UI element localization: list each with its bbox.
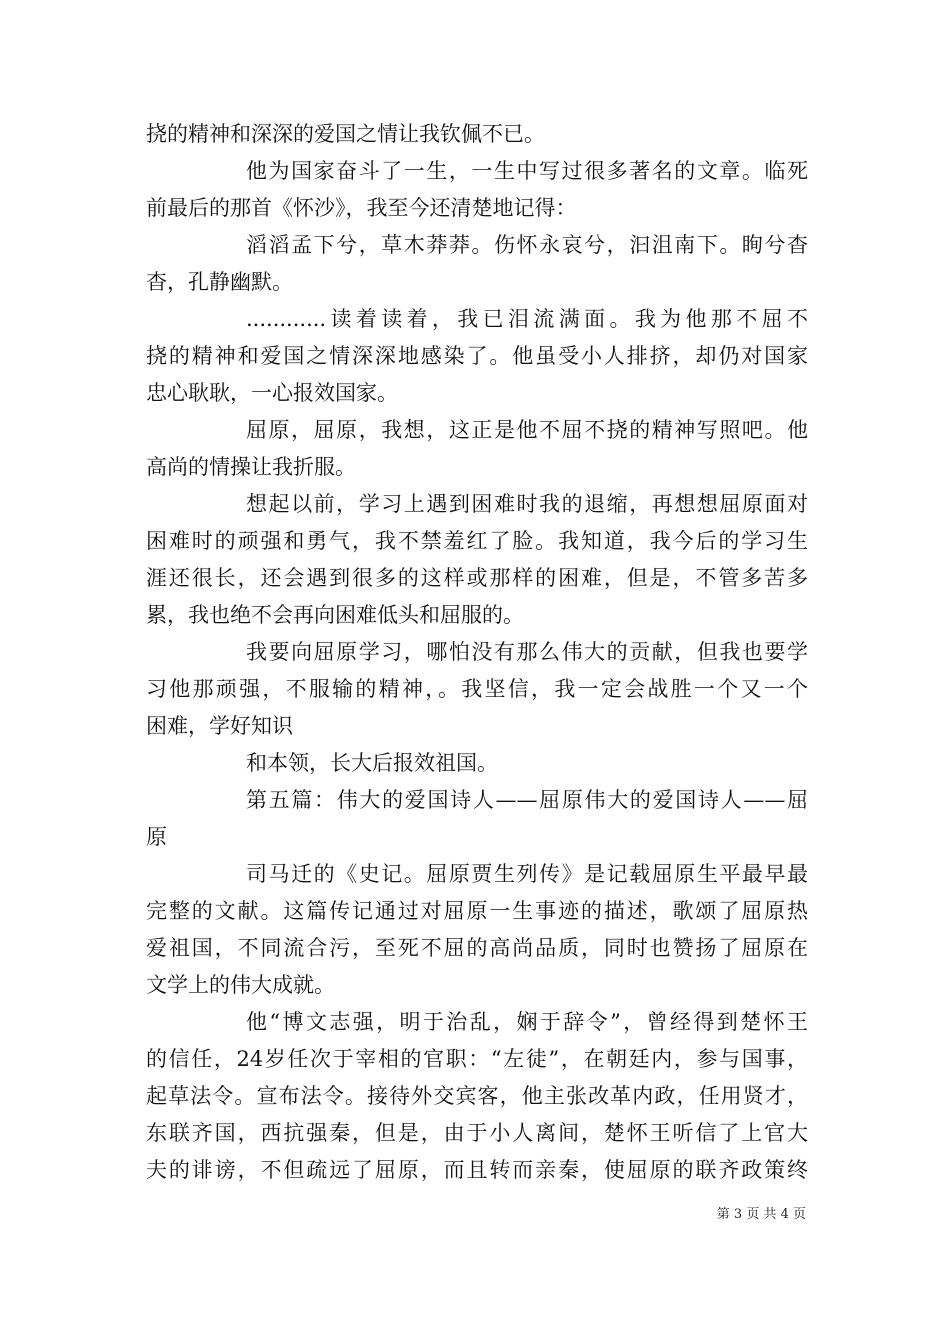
- text-line: 涯还很长，还会遇到很多的这样或那样的困难，但是，不管多苦多: [146, 566, 808, 590]
- section-heading: 原: [146, 825, 167, 849]
- text-line: 他为国家奋斗了一生，一生中写过很多著名的文章。临死: [246, 159, 808, 183]
- text-line: 杳，孔静幽默。: [146, 270, 293, 294]
- text-line: 挠的精神和爱国之情深深地感染了。他虽受小人排挤，却仍对国家: [146, 344, 808, 368]
- text-line: 司马迁的《史记。屈原贾生列传》是记载屈原生平最早最: [246, 862, 808, 886]
- text-line: 累，我也绝不会再向困难低头和屈服的。: [146, 603, 524, 627]
- text-line: 困难时的顽强和勇气，我不禁羞红了脸。我知道，我今后的学习生: [146, 529, 808, 553]
- section-heading: 第五篇：伟大的爱国诗人——屈原伟大的爱国诗人——屈: [246, 788, 808, 812]
- text-line: 困难，学好知识: [146, 714, 293, 738]
- text-line: 想起以前，学习上遇到困难时我的退缩，再想想屈原面对: [246, 492, 808, 516]
- text-line: 习他那顽强，不服输的精神，。我坚信，我一定会战胜一个又一个: [146, 677, 808, 701]
- text-line: 滔滔孟下兮，草木莽莽。伤怀永哀兮，汩沮南下。眴兮杳: [246, 233, 808, 257]
- text-line: 的信任，24岁任次于宰相的官职：“左徒”，在朝廷内，参与国事，: [146, 1047, 808, 1071]
- document-body: [146, 116, 808, 1189]
- text-line: 屈原，屈原，我想，这正是他不屈不挠的精神写照吧。他: [246, 418, 808, 442]
- text-line: ............读着读着，我已泪流满面。我为他那不屈不: [246, 307, 808, 331]
- text-line: 完整的文献。这篇传记通过对屈原一生事迹的描述，歌颂了屈原热: [146, 899, 808, 923]
- text-line: 爱祖国，不同流合污，至死不屈的高尚品质，同时也赞扬了屈原在: [146, 936, 808, 960]
- text-line: 忠心耿耿，一心报效国家。: [146, 381, 398, 405]
- page-number-footer: 第 3 页 共 4 页: [716, 1207, 806, 1222]
- text-line: 我要向屈原学习，哪怕没有那么伟大的贡献，但我也要学: [246, 640, 808, 664]
- text-line: 东联齐国，西抗强秦，但是，由于小人离间，楚怀王听信了上官大: [146, 1121, 808, 1145]
- text-line: 起草法令。宣布法令。接待外交宾客，他主张改革内政，任用贤才，: [146, 1084, 808, 1108]
- text-line: 前最后的那首《怀沙》，我至今还清楚地记得：: [146, 196, 577, 220]
- text-line: 挠的精神和深深的爱国之情让我钦佩不已。: [146, 122, 545, 146]
- text-line: 他“博文志强，明于治乱，娴于辞令”，曾经得到楚怀王: [246, 1010, 808, 1034]
- text-line: 夫的诽谤，不但疏远了屈原，而且转而亲秦，使屈原的联齐政策终: [146, 1158, 808, 1182]
- text-line: 高尚的情操让我折服。: [146, 455, 356, 479]
- text-line: 和本领，长大后报效祖国。: [246, 751, 498, 775]
- text-line: 文学上的伟大成就。: [146, 973, 335, 997]
